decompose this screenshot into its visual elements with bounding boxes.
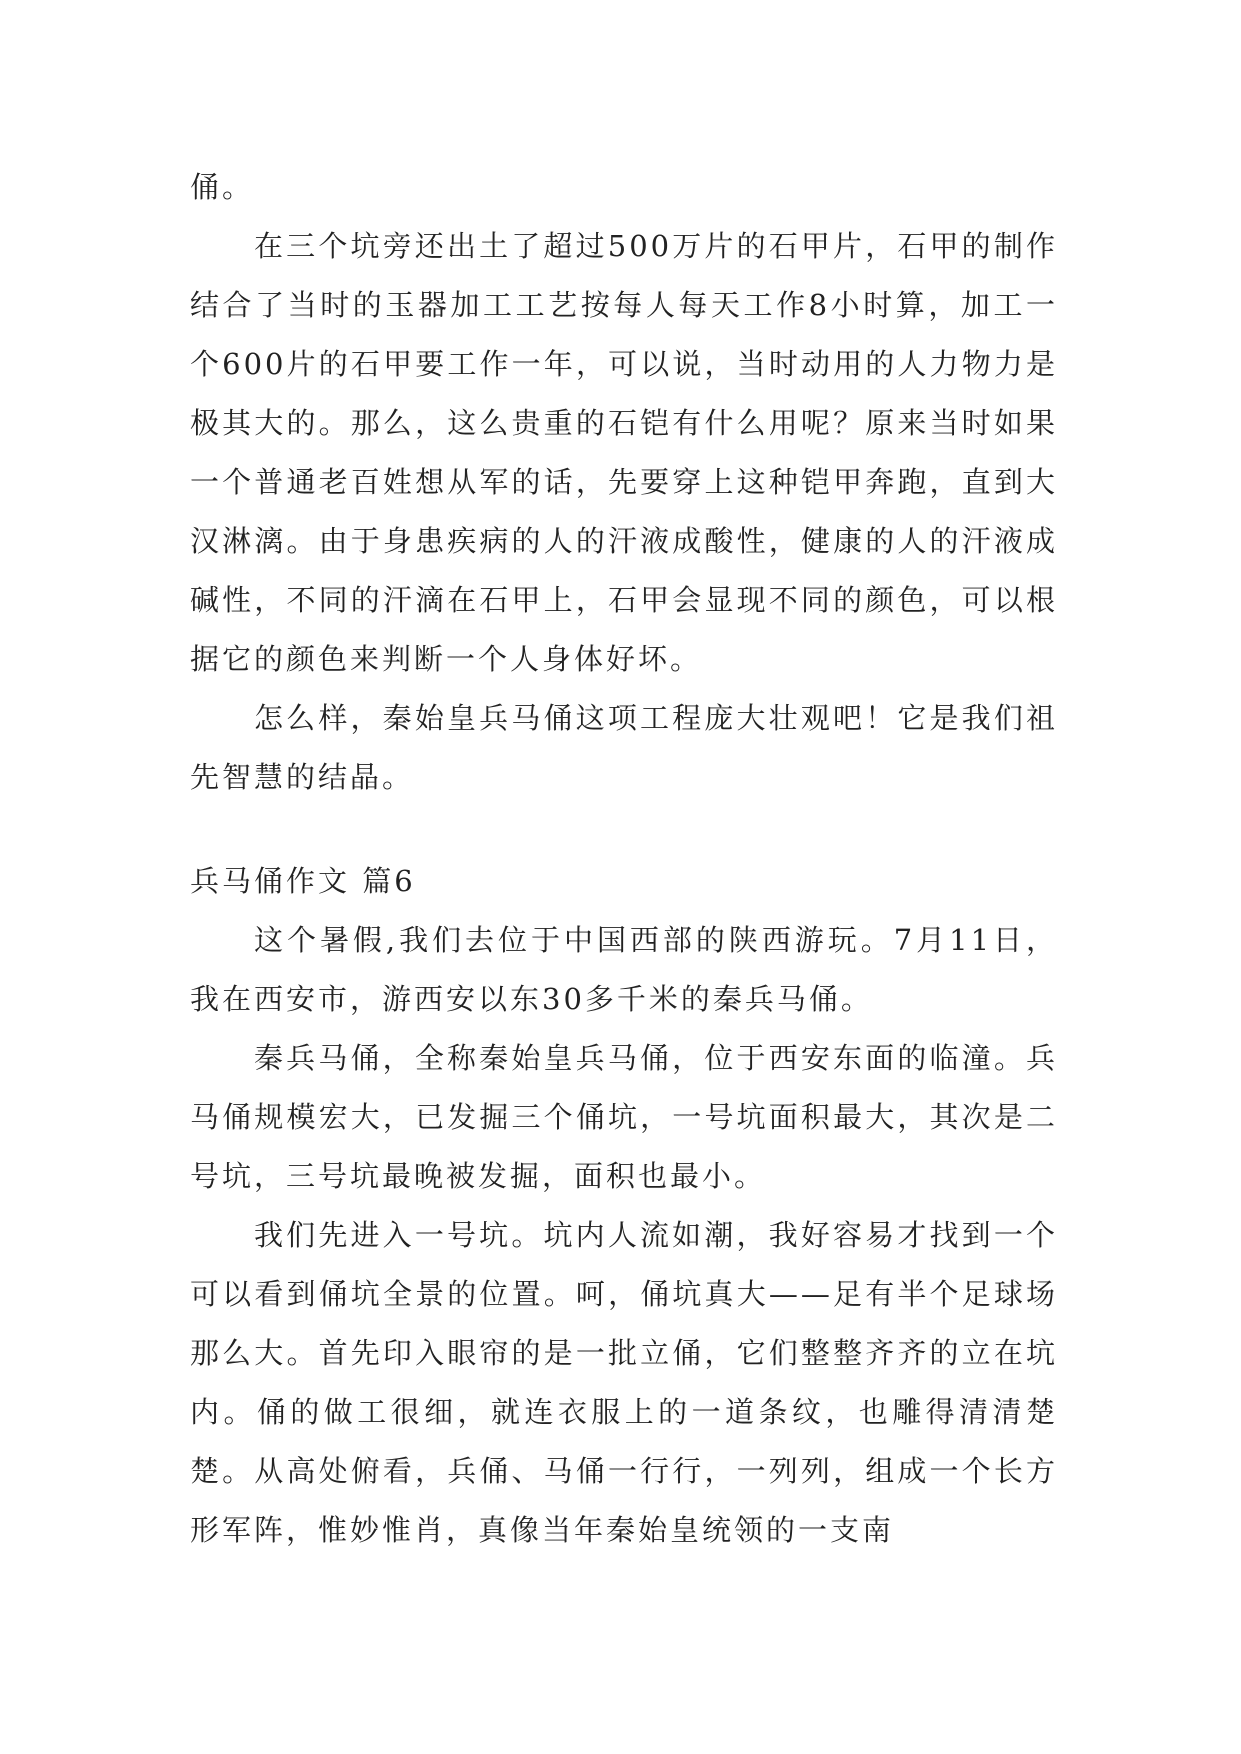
paragraph: 怎么样，秦始皇兵马俑这项工程庞大壮观吧！它是我们祖先智慧的结晶。 — [190, 701, 1058, 794]
paragraph: 这个暑假,我们去位于中国西部的陕西游玩。7月11日，我在西安市，游西安以东30多千米的秦兵马俑。 — [190, 923, 1058, 1016]
paragraph: 在三个坑旁还出土了超过500万片的石甲片，石甲的制作结合了当时的玉器加工工艺按每人每天工作8小时算，加工一个600片的石甲要工作一年，可以说，当时动用的人力物力是极其大的。那么，这么贵重的石铠有什么用呢？原来当时如果一个普通老百姓想从军的话，先要穿上这种铠甲奔跑，直到大汉淋漓。由于身患疾病的人的汗液成酸性，健康的人的汗液成碱性，不同的汗滴在石甲上，石甲会显现不同的颜色，可以根据它的颜色来判断一个人身体好坏。 — [190, 229, 1058, 676]
essay-section-5-continuation — [190, 158, 1058, 807]
paragraph: 秦兵马俑，全称秦始皇兵马俑，位于西安东面的临潼。兵马俑规模宏大，已发掘三个俑坑，一号坑面积最大，其次是二号坑，三号坑最晚被发掘，面积也最小。 — [190, 1041, 1058, 1193]
essay-section-6 — [190, 852, 1058, 1560]
essay-heading: 兵马俑作文 篇6 — [190, 864, 416, 898]
continuation-text: 俑。 — [190, 170, 255, 204]
paragraph: 我们先进入一号坑。坑内人流如潮，我好容易才找到一个可以看到俑坑全景的位置。呵，俑坑真大——足有半个足球场那么大。首先印入眼帘的是一批立俑，它们整整齐齐的立在坑内。俑的做工很细，就连衣服上的一道条纹，也雕得清清楚楚。从高处俯看，兵俑、马俑一行行，一列列，组成一个长方形军阵，惟妙惟肖，真像当年秦始皇统领的一支南 — [190, 1218, 1058, 1547]
